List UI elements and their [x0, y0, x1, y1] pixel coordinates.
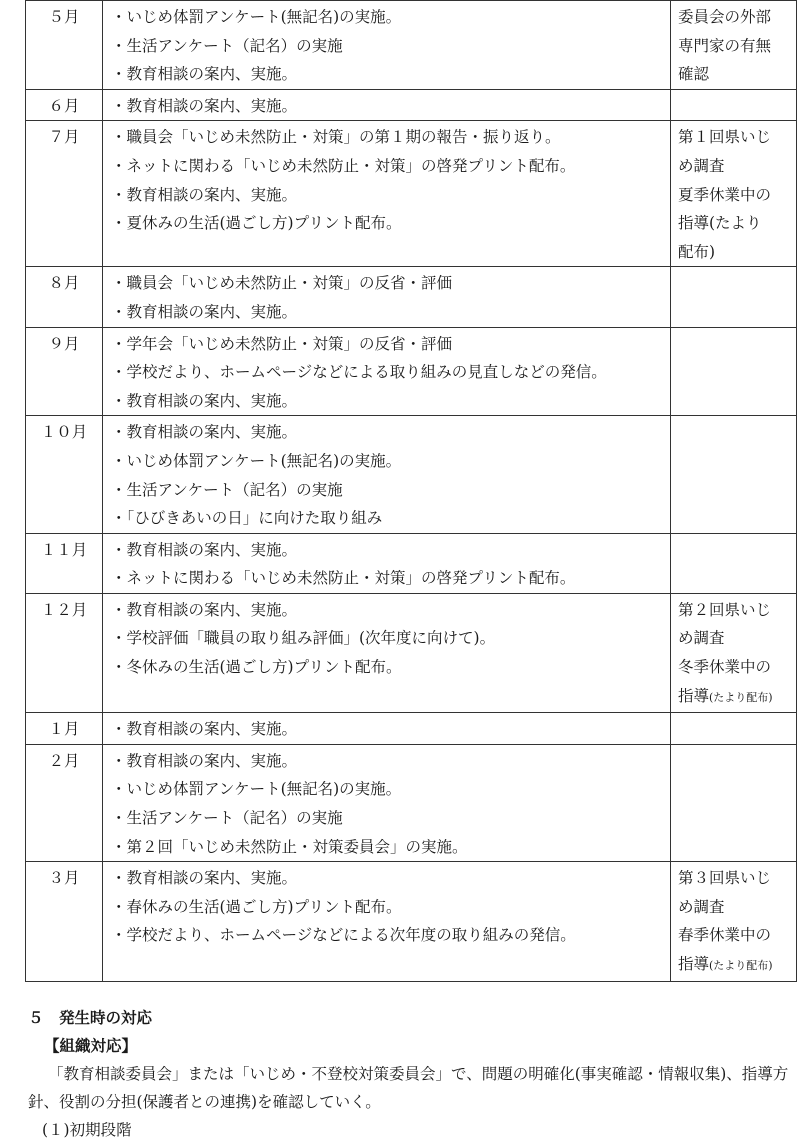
month-cell: ７月	[26, 121, 103, 267]
month-cell: ８月	[26, 267, 103, 327]
activity-item: ・生活アンケート（記名）の実施	[111, 36, 343, 55]
schedule-row	[26, 121, 797, 267]
remarks-cell	[671, 593, 797, 712]
schedule-row	[26, 1, 797, 90]
month-cell: １２月	[26, 593, 103, 712]
activity-item: ・春休みの生活(過ごし方)プリント配布。	[111, 897, 402, 916]
activity-item: ・教育相談の案内、実施。	[111, 600, 298, 619]
remark-small: (たより配布)	[709, 690, 773, 704]
month-cell: ６月	[26, 89, 103, 121]
schedule-row	[26, 713, 797, 745]
remark-line: 確認	[678, 65, 710, 84]
month-cell: ５月	[26, 1, 103, 90]
remark-small: (たより配布)	[709, 959, 773, 972]
schedule-row	[26, 416, 797, 533]
activity-item: ・ネットに関わる「いじめ未然防止・対策」の啓発プリント配布。	[111, 569, 576, 588]
activities-cell	[103, 593, 671, 712]
activities-cell	[103, 267, 671, 327]
remark-line: 第３回県いじ	[678, 869, 772, 888]
section-heading: ５ 発生時の対応	[28, 1009, 153, 1027]
remark-line	[678, 682, 794, 713]
activities-cell	[103, 1, 671, 90]
remark-line: 夏季休業中の	[678, 185, 772, 204]
remark-line: め調査	[678, 156, 725, 175]
remarks-cell	[671, 327, 797, 416]
activities-cell	[103, 533, 671, 593]
remarks-cell	[671, 1, 797, 90]
remark-line: め調査	[678, 629, 725, 648]
remark-line: 第２回県いじ	[678, 600, 772, 619]
response-section	[28, 1004, 798, 1144]
activity-item: ・教育相談の案内、実施。	[111, 185, 298, 204]
section-paragraph: 「教育相談委員会」または「いじめ・不登校対策委員会」で、問題の明確化(事実確認・情報収集)、指導方針、役割の分担(保護者との連携)を確認していく。	[28, 1065, 789, 1111]
section-subheading: 【組織対応】	[44, 1037, 138, 1055]
remark-line: め調査	[678, 897, 725, 916]
activity-item: ・教育相談の案内、実施。	[111, 302, 298, 321]
activity-item: ・いじめ体罰アンケート(無記名)の実施。	[111, 451, 402, 470]
remarks-cell	[671, 533, 797, 593]
activities-cell	[103, 416, 671, 533]
activity-item: ・生活アンケート（記名）の実施	[111, 480, 343, 499]
activity-item: ・教育相談の案内、実施。	[111, 720, 298, 739]
activity-item: ・教育相談の案内、実施。	[111, 540, 298, 559]
remarks-cell	[671, 121, 797, 267]
schedule-row	[26, 89, 797, 121]
remark-line: 冬季休業中の	[678, 658, 772, 677]
remark-main: 指導	[678, 955, 710, 973]
activity-item: ・教育相談の案内、実施。	[111, 751, 298, 770]
activity-item: ・生活アンケート（記名）の実施	[111, 809, 343, 828]
annual-schedule-table	[25, 0, 797, 982]
remarks-cell	[671, 267, 797, 327]
remarks-cell	[671, 416, 797, 533]
month-cell: ９月	[26, 327, 103, 416]
remark-line: 第１回県いじ	[678, 128, 772, 147]
schedule-body	[26, 1, 797, 982]
section-item: (１)初期段階	[42, 1121, 132, 1139]
activities-cell	[103, 862, 671, 981]
remark-line: 指導(たより	[678, 214, 762, 233]
activities-cell	[103, 744, 671, 861]
activity-item	[111, 950, 666, 979]
remark-main: 指導	[678, 686, 710, 705]
month-cell: １月	[26, 713, 103, 745]
activity-item: ・学校評価「職員の取り組み評価」(次年度に向けて)。	[111, 629, 496, 648]
remarks-cell	[671, 713, 797, 745]
activity-item: ・冬休みの生活(過ごし方)プリント配布。	[111, 658, 402, 677]
activity-item: ・夏休みの生活(過ごし方)プリント配布。	[111, 214, 402, 233]
remark-line: 配布)	[678, 242, 716, 261]
month-cell: １０月	[26, 416, 103, 533]
month-cell: ２月	[26, 744, 103, 861]
month-cell: １１月	[26, 533, 103, 593]
activity-item: ・学年会「いじめ未然防止・対策」の反省・評価	[111, 334, 453, 353]
activity-item: ・「ひびきあいの日」に向けた取り組み	[111, 509, 383, 528]
activity-item: ・教育相談の案内、実施。	[111, 65, 298, 84]
activity-item: ・教育相談の案内、実施。	[111, 391, 298, 410]
activities-cell	[103, 89, 671, 121]
schedule-row	[26, 744, 797, 861]
remark-line: 専門家の有無	[678, 36, 772, 55]
activity-item: ・教育相談の案内、実施。	[111, 423, 298, 442]
activity-item: ・いじめ体罰アンケート(無記名)の実施。	[111, 780, 402, 799]
month-cell: ３月	[26, 862, 103, 981]
activities-cell	[103, 713, 671, 745]
remarks-cell	[671, 862, 797, 981]
remark-line	[678, 950, 794, 981]
schedule-row	[26, 533, 797, 593]
activity-item: ・学校だより、ホームページなどによる次年度の取り組みの発信。	[111, 926, 576, 945]
remarks-cell	[671, 89, 797, 121]
activity-item: ・職員会「いじめ未然防止・対策」の反省・評価	[111, 274, 453, 293]
remark-line: 春季休業中の	[678, 926, 772, 945]
schedule-row	[26, 593, 797, 712]
activity-item: ・教育相談の案内、実施。	[111, 96, 298, 115]
schedule-row	[26, 267, 797, 327]
activity-item: ・ネットに関わる「いじめ未然防止・対策」の啓発プリント配布。	[111, 156, 576, 175]
activities-cell	[103, 121, 671, 267]
activity-item: ・学校だより、ホームページなどによる取り組みの見直しなどの発信。	[111, 363, 607, 382]
activity-item: ・教育相談の案内、実施。	[111, 869, 298, 888]
activity-item: ・第２回「いじめ未然防止・対策委員会」の実施。	[111, 837, 468, 856]
schedule-row	[26, 327, 797, 416]
activity-item: ・職員会「いじめ未然防止・対策」の第１期の報告・振り返り。	[111, 128, 561, 147]
schedule-row	[26, 862, 797, 981]
remarks-cell	[671, 744, 797, 861]
activity-item: ・いじめ体罰アンケート(無記名)の実施。	[111, 8, 402, 26]
activities-cell	[103, 327, 671, 416]
remark-line: 委員会の外部	[678, 8, 772, 26]
